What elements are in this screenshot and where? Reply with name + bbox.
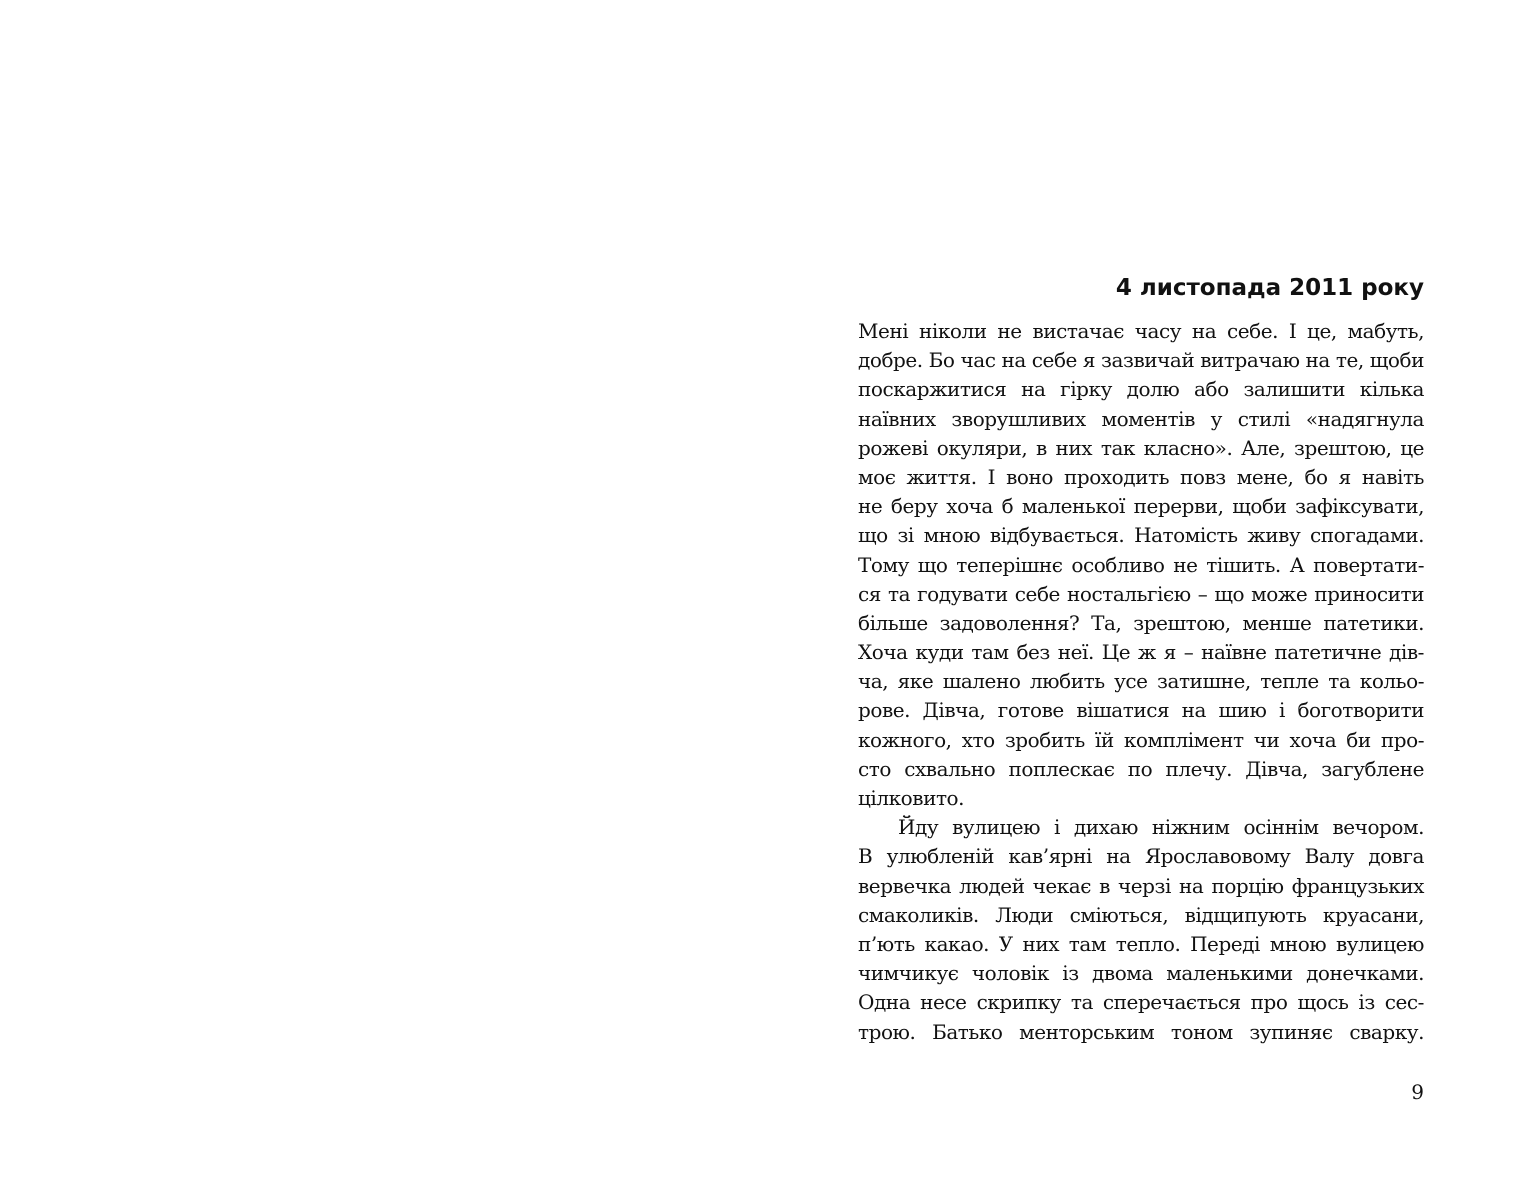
text-line: більше задоволення? Та, зрештою, менше патетики. [858, 610, 1424, 635]
text-line: ся та годувати себе ностальгією – що може приносити [858, 581, 1424, 606]
text-line: В улюбленій кав’ярні на Ярославовому Валу довга [858, 844, 1424, 869]
text-line: поскаржитися на гірку долю або залишити кілька [858, 377, 1424, 402]
text-line: рожеві окуляри, в них так класно». Але, зрештою, це [858, 435, 1424, 460]
text-line: Йду вулицею і дихаю ніжним осіннім вечором. [898, 815, 1424, 840]
text-line: наївних зворушливих моментів у стилі «надягнула [858, 406, 1424, 431]
text-line: кожного, хто зробить їй комплімент чи хоча би про- [858, 727, 1424, 752]
text-line: трою. Батько менторським тоном зупиняє сварку. [858, 1019, 1424, 1044]
text-line: не беру хоча б маленької перерви, щоби зафіксувати, [858, 494, 1424, 519]
text-line: рове. Дівча, готове вішатися на шию і боготворити [858, 698, 1424, 723]
text-line: ча, яке шалено любить усе затишне, тепле та кольо- [858, 669, 1424, 694]
paragraph-1 [858, 317, 1424, 813]
text-line: Тому що теперішнє особливо не тішить. А повертати- [858, 552, 1424, 577]
text-line: вервечка людей чекає в черзі на порцію французьких [858, 873, 1424, 898]
text-block [858, 272, 1424, 1047]
text-line: смаколиків. Люди сміються, відщипують круасани, [858, 902, 1424, 927]
paragraph-2 [858, 813, 1424, 1047]
text-line: що зі мною відбувається. Натомість живу спогадами. [858, 523, 1424, 548]
text-line: моє життя. І воно проходить повз мене, бо я навіть [858, 464, 1424, 489]
page-number: 9 [1411, 1080, 1424, 1104]
text-line: добре. Бо час на себе я зазвичай витрачаю на те, щоби [858, 348, 1424, 373]
text-line: сто схвально поплескає по плечу. Дівча, загублене [858, 756, 1424, 781]
entry-date-heading: 4 листопада 2011 року [1115, 275, 1424, 301]
text-line: п’ють какао. У них там тепло. Переді мною вулицею [858, 931, 1424, 956]
text-line: Хоча куди там без неї. Це ж я – наївне патетичне дів- [858, 640, 1424, 665]
text-line: чимчикує чоловік із двома маленькими донечками. [858, 961, 1424, 986]
text-line: Мені ніколи не вистачає часу на себе. І це, мабуть, [858, 319, 1424, 343]
text-line: Одна несе скрипку та сперечається про щось із сес- [858, 990, 1424, 1015]
text-line: цілковито. [858, 786, 965, 810]
